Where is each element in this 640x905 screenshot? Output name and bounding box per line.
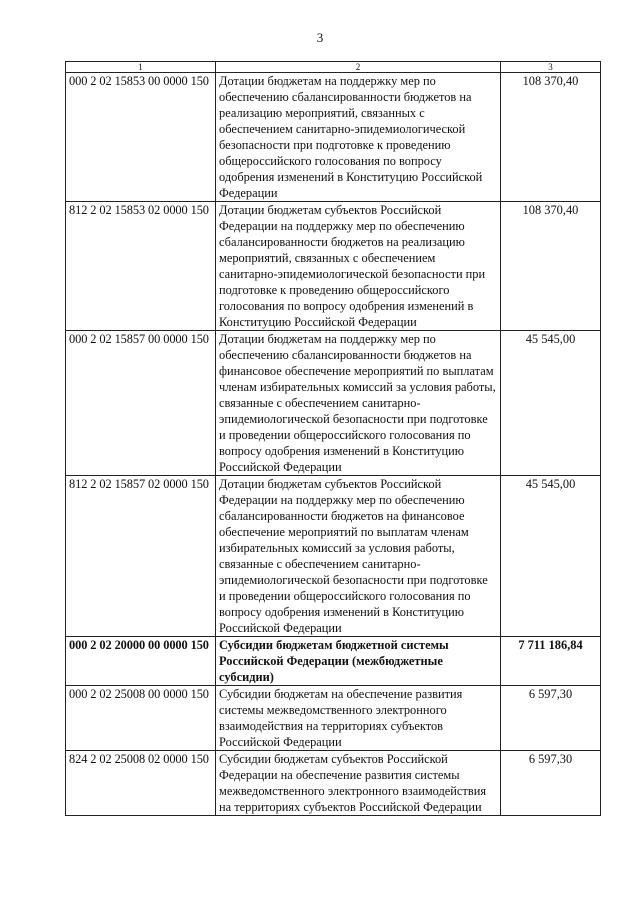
classification-code: 000 2 02 25008 00 0000 150 xyxy=(66,686,216,751)
amount-value: 6 597,30 xyxy=(501,751,601,816)
income-name: Дотации бюджетам на поддержку мер по обеспечению сбалансированности бюджетов на реализацию мероприятий, связанных с обеспечением санитарно-эпидемиологической безопасности при подготовке к проведению общероссийского голосования по вопросу одобрения изменений в Конституцию Российской Федерации xyxy=(216,73,501,202)
table-row xyxy=(66,73,601,202)
table-row xyxy=(66,686,601,751)
amount-value: 6 597,30 xyxy=(501,686,601,751)
classification-code: 812 2 02 15857 02 0000 150 xyxy=(66,476,216,637)
table-row-subtotal xyxy=(66,637,601,686)
table-row xyxy=(66,751,601,816)
column-header-3: 3 xyxy=(501,62,601,73)
income-name: Дотации бюджетам на поддержку мер по обеспечению сбалансированности бюджетов на финансовое обеспечение мероприятий по выплатам членам избирательных комиссий за условия работы, связанные с обеспечением санитарно-эпидемиологической безопасности при подготовке и проведении общероссийского голосования по вопросу одобрения изменений в Конституцию Российской Федерации xyxy=(216,331,501,476)
classification-code: 812 2 02 15853 02 0000 150 xyxy=(66,202,216,331)
income-name: Дотации бюджетам субъектов Российской Федерации на поддержку мер по обеспечению сбалансированности бюджетов на финансовое обеспечение мероприятий по выплатам членам избирательных комиссий за условия работы, связанные с обеспечением санитарно-эпидемиологической безопасности при подготовке и проведении общероссийского голосования по вопросу одобрения изменений в Конституцию Российской Федерации xyxy=(216,476,501,637)
amount-value: 108 370,40 xyxy=(501,202,601,331)
classification-code: 000 2 02 15853 00 0000 150 xyxy=(66,73,216,202)
amount-value: 108 370,40 xyxy=(501,73,601,202)
classification-code: 824 2 02 25008 02 0000 150 xyxy=(66,751,216,816)
amount-value: 45 545,00 xyxy=(501,331,601,476)
column-header-2: 2 xyxy=(216,62,501,73)
table-row xyxy=(66,331,601,476)
column-header-1: 1 xyxy=(66,62,216,73)
amount-value: 7 711 186,84 xyxy=(501,637,601,686)
table-header-row xyxy=(66,62,601,73)
classification-code: 000 2 02 20000 00 0000 150 xyxy=(66,637,216,686)
income-name: Субсидии бюджетам субъектов Российской Федерации на обеспечение развития системы межведомственного электронного взаимодействия на территориях субъектов Российской Федерации xyxy=(216,751,501,816)
income-name: Субсидии бюджетам бюджетной системы Российской Федерации (межбюджетные субсидии) xyxy=(216,637,501,686)
page-number: 3 xyxy=(316,30,324,45)
budget-table xyxy=(65,61,601,816)
classification-code: 000 2 02 15857 00 0000 150 xyxy=(66,331,216,476)
table-row xyxy=(66,476,601,637)
table-row xyxy=(66,202,601,331)
income-name: Дотации бюджетам субъектов Российской Федерации на поддержку мер по обеспечению сбалансированности бюджетов на реализацию мероприятий, связанных с обеспечением санитарно-эпидемиологической безопасности при подготовке к проведению общероссийского голосования по вопросу одобрения изменений в Конституцию Российской Федерации xyxy=(216,202,501,331)
amount-value: 45 545,00 xyxy=(501,476,601,637)
income-name: Субсидии бюджетам на обеспечение развития системы межведомственного электронного взаимодействия на территориях субъектов Российской Федерации xyxy=(216,686,501,751)
